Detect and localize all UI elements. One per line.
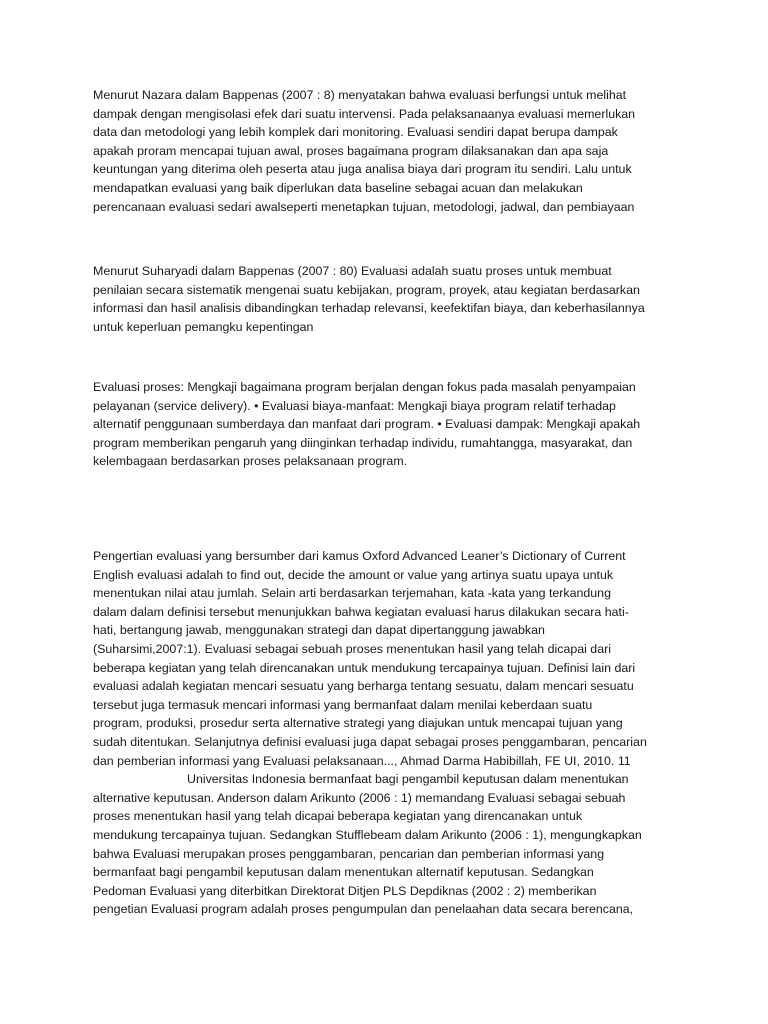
text-line: menentukan nilai atau jumlah. Selain arti berdasarkan terjemahan, kata -kata yang terkandung: [93, 586, 611, 601]
text-line: penilaian secara sistematik mengenai suatu kebijakan, program, proyek, atau kegiatan berdasarkan: [93, 282, 640, 297]
text-line: Pengertian evaluasi yang bersumber dari kamus Oxford Advanced Leaner’s Dictionary of Current: [93, 549, 626, 563]
text-line: dampak dengan mengisolasi efek dari suatu intervensi. Pada pelaksanaanya evaluasi memerlukan: [93, 106, 636, 121]
text-line: alternative keputusan. Anderson dalam Arikunto (2006 : 1) memandang Evaluasi sebagai sebuah: [93, 790, 626, 805]
text-line: pengetian Evaluasi program adalah proses pengumpulan dan penelaahan data secara berencana,: [93, 902, 634, 917]
paragraph-suharyadi: [93, 262, 675, 336]
text-line: hati, bertangung jawab, menggunakan strategi dan dapat dipertanggung jawabkan: [93, 623, 545, 638]
paragraph-pengertian-evaluasi: [93, 547, 675, 919]
paragraph-evaluasi-proses: [93, 378, 675, 471]
text-line: keuntungan yang diterima oleh peserta atau juga analisa biaya dari program itu sendiri. Lalu untuk: [93, 162, 632, 177]
text-line: dalam dalam definisi tersebut menunjukkan bahwa kegiatan evaluasi harus dilakukan secara hati-: [93, 604, 629, 619]
text-line: mendapatkan evaluasi yang baik diperlukan data baseline sebagai acuan dan melakukan: [93, 180, 583, 195]
text-line: kelembagaan berdasarkan proses pelaksanaan program.: [93, 454, 408, 469]
text-line: evaluasi adalah kegiatan mencari sesuatu yang berharga tentang sesuatu, dalam mencari sesuatu: [93, 679, 634, 694]
text-line: (Suharsimi,2007:1). Evaluasi sebagai sebuah proses menentukan hasil yang telah dicapai dari: [93, 641, 611, 656]
text-line: Evaluasi proses: Mengkaji bagaimana program berjalan dengan fokus pada masalah penyampaian: [93, 380, 636, 394]
text-line: Menurut Suharyadi dalam Bappenas (2007 : 80) Evaluasi adalah suatu proses untuk membuat: [93, 264, 612, 278]
text-line: beberapa kegiatan yang telah direncanakan untuk mendukung tercapainya tujuan. Definisi lain dari: [93, 660, 636, 675]
text-line: bahwa Evaluasi merupakan proses penggambaran, pencarian dan pemberian informasi yang: [93, 846, 605, 861]
text-line: pelayanan (service delivery). • Evaluasi biaya-manfaat: Mengkaji biaya program relatif terhadap: [93, 398, 616, 413]
text-line: dan pemberian informasi yang Evaluasi pelaksanaan..., Ahmad Darma Habibillah, FE UI, 2010. 11: [93, 753, 631, 768]
text-line: English evaluasi adalah to find out, decide the amount or value yang artinya suatu upaya untuk: [93, 567, 614, 582]
text-line: bermanfaat bagi pengambil keputusan dalam menentukan alternatif keputusan. Sedangkan: [93, 865, 594, 880]
text-line: perencanaan evaluasi sedari awalseperti menetapkan tujuan, metodologi, jadwal, dan pembiayaan: [93, 199, 635, 214]
text-line: untuk keperluan pemangku kepentingan: [93, 319, 314, 334]
text-line: program memberikan pengaruh yang diinginkan terhadap individu, rumahtangga, masyarakat, dan: [93, 435, 633, 450]
text-line: proses menentukan hasil yang telah dicapai beberapa kegiatan yang direncanakan untuk: [93, 809, 583, 824]
text-line: data dan metodologi yang lebih komplek dari monitoring. Evaluasi sendiri dapat berupa dampak: [93, 125, 618, 140]
text-line: informasi dan hasil analisis dibandingkan terhadap relevansi, keefektifan biaya, dan keberhasilannya: [93, 301, 645, 316]
text-line: Pedoman Evaluasi yang diterbitkan Direktorat Ditjen PLS Depdiknas (2002 : 2) memberikan: [93, 883, 597, 898]
text-line: mendukung tercapainya tujuan. Sedangkan Stufflebeam dalam Arikunto (2006 : 1), mengungkapkan: [93, 827, 642, 842]
text-line: Universitas Indonesia bermanfaat bagi pengambil keputusan dalam menentukan: [187, 772, 629, 787]
paragraph-nazara: [93, 86, 675, 216]
text-line: alternatif penggunaan sumberdaya dan manfaat dari program. • Evaluasi dampak: Mengkaji apakah: [93, 417, 641, 432]
text-line: program, produksi, prosedur serta alternative strategi yang diajukan untuk mencapai tujuan yang: [93, 716, 623, 731]
text-line: Menurut Nazara dalam Bappenas (2007 : 8) menyatakan bahwa evaluasi berfungsi untuk melihat: [93, 88, 627, 102]
text-line: sudah ditentukan. Selanjutnya definisi evaluasi juga dapat sebagai proses penggambaran, pencarian: [93, 734, 647, 749]
text-line: apakah proram mencapai tujuan awal, proses bagaimana program dilaksanakan dan apa saja: [93, 143, 609, 158]
text-line: tersebut juga termasuk mencari informasi yang bermanfaat dalam menilai keberdaan suatu: [93, 697, 593, 712]
